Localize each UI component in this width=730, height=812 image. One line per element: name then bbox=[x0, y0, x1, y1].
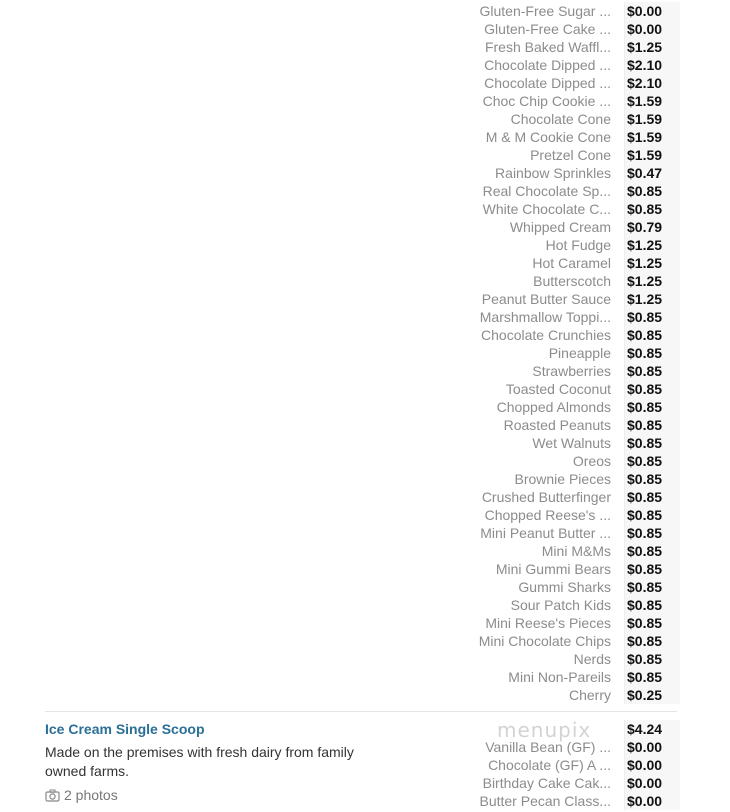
menu-item-row[interactable] bbox=[470, 146, 680, 164]
watermark: menupix bbox=[497, 718, 592, 742]
row-gap bbox=[611, 110, 624, 128]
menu-item-list bbox=[470, 2, 680, 704]
item-price: $0.85 bbox=[624, 326, 680, 344]
menu-item-row[interactable] bbox=[470, 38, 680, 56]
row-gap bbox=[611, 362, 624, 380]
item-price: $0.85 bbox=[624, 452, 680, 470]
item-price: $1.25 bbox=[624, 290, 680, 308]
item-price: $0.85 bbox=[624, 308, 680, 326]
item-name[interactable]: Crushed Butterfinger bbox=[481, 489, 611, 505]
menu-item-row[interactable] bbox=[470, 668, 680, 686]
menu-item-row[interactable] bbox=[470, 614, 680, 632]
item-price: $0.85 bbox=[624, 200, 680, 218]
item-price: $0.85 bbox=[624, 182, 680, 200]
item-price: $4.24 bbox=[624, 720, 680, 738]
item-name[interactable]: Oreos bbox=[572, 453, 611, 469]
item-price: $0.85 bbox=[624, 578, 680, 596]
menu-item-row[interactable] bbox=[470, 308, 680, 326]
row-gap bbox=[611, 774, 624, 792]
item-price: $0.85 bbox=[624, 488, 680, 506]
camera-icon bbox=[45, 789, 60, 802]
row-gap bbox=[611, 128, 624, 146]
item-price: $1.25 bbox=[624, 272, 680, 290]
item-name[interactable]: Mini Chocolate Chips bbox=[478, 633, 611, 649]
item-name[interactable]: Pretzel Cone bbox=[530, 147, 611, 163]
item-price: $1.25 bbox=[624, 38, 680, 56]
menu-item-row[interactable] bbox=[470, 110, 680, 128]
item-price: $0.85 bbox=[624, 650, 680, 668]
menu-item-row[interactable] bbox=[470, 560, 680, 578]
row-gap bbox=[611, 254, 624, 272]
row-gap bbox=[611, 452, 624, 470]
menu-item-row[interactable] bbox=[470, 128, 680, 146]
menu-item-row[interactable] bbox=[470, 720, 680, 738]
item-name[interactable]: Butter Pecan Class... bbox=[479, 793, 611, 809]
menu-item-row[interactable] bbox=[470, 20, 680, 38]
row-gap bbox=[611, 434, 624, 452]
item-name[interactable]: Rainbow Sprinkles bbox=[495, 165, 611, 181]
row-gap bbox=[611, 738, 624, 756]
item-name[interactable]: Nerds bbox=[573, 651, 611, 667]
section-divider bbox=[45, 711, 677, 712]
item-price: $1.59 bbox=[624, 128, 680, 146]
item-name[interactable]: Gluten-Free Cake ... bbox=[484, 21, 611, 37]
item-price: $0.47 bbox=[624, 164, 680, 182]
row-gap bbox=[611, 92, 624, 110]
menu-item-row[interactable] bbox=[470, 686, 680, 704]
menu-item-row[interactable] bbox=[470, 774, 680, 792]
photos-label[interactable]: 2 photos bbox=[64, 787, 118, 803]
menu-item-row[interactable] bbox=[470, 416, 680, 434]
row-gap bbox=[611, 792, 624, 810]
row-gap bbox=[611, 2, 624, 20]
menu-item-row[interactable] bbox=[470, 380, 680, 398]
row-gap bbox=[611, 236, 624, 254]
row-gap bbox=[611, 416, 624, 434]
menu-item-row[interactable] bbox=[470, 434, 680, 452]
item-price: $0.85 bbox=[624, 506, 680, 524]
item-price: $0.85 bbox=[624, 524, 680, 542]
item-price: $0.85 bbox=[624, 344, 680, 362]
menu-item-row[interactable] bbox=[470, 74, 680, 92]
menu-item-row[interactable] bbox=[470, 398, 680, 416]
item-name[interactable]: Roasted Peanuts bbox=[503, 417, 611, 433]
row-gap bbox=[611, 756, 624, 774]
menu-item-row[interactable] bbox=[470, 756, 680, 774]
menu-item-row[interactable] bbox=[470, 738, 680, 756]
row-gap bbox=[611, 344, 624, 362]
row-gap bbox=[611, 596, 624, 614]
item-price: $2.10 bbox=[624, 74, 680, 92]
menu-item-row[interactable] bbox=[470, 488, 680, 506]
row-gap bbox=[611, 614, 624, 632]
menu-item-row[interactable] bbox=[470, 470, 680, 488]
item-name[interactable]: Mini M&Ms bbox=[541, 543, 611, 559]
item-price: $0.25 bbox=[624, 686, 680, 704]
item-price: $0.85 bbox=[624, 470, 680, 488]
row-gap bbox=[611, 182, 624, 200]
menu-item-row[interactable] bbox=[470, 452, 680, 470]
menu-item-row[interactable] bbox=[470, 164, 680, 182]
item-price: $0.00 bbox=[624, 20, 680, 38]
item-name[interactable]: White Chocolate C... bbox=[482, 201, 611, 217]
row-gap bbox=[611, 632, 624, 650]
item-name[interactable] bbox=[470, 720, 611, 738]
row-gap bbox=[611, 578, 624, 596]
row-gap bbox=[611, 272, 624, 290]
item-price: $0.85 bbox=[624, 434, 680, 452]
item-price: $0.00 bbox=[624, 738, 680, 756]
menu-item-row[interactable] bbox=[470, 200, 680, 218]
menu-item-row[interactable] bbox=[470, 524, 680, 542]
item-name[interactable]: Chopped Almonds bbox=[496, 399, 611, 415]
row-gap bbox=[611, 488, 624, 506]
menu-item-row[interactable] bbox=[470, 56, 680, 74]
item-name[interactable]: Toasted Coconut bbox=[505, 381, 611, 397]
item-price: $0.85 bbox=[624, 398, 680, 416]
item-name[interactable]: Marshmallow Toppi... bbox=[479, 309, 611, 325]
item-price: $0.85 bbox=[624, 362, 680, 380]
item-name[interactable]: Strawberries bbox=[532, 363, 611, 379]
item-name[interactable]: Mini Reese's Pieces bbox=[485, 615, 611, 631]
item-name[interactable]: Gluten-Free Sugar ... bbox=[479, 3, 611, 19]
row-gap bbox=[611, 308, 624, 326]
item-price: $0.85 bbox=[624, 416, 680, 434]
item-price: $0.00 bbox=[624, 792, 680, 810]
row-gap bbox=[611, 290, 624, 308]
row-gap bbox=[611, 218, 624, 236]
menu-item-row[interactable] bbox=[470, 272, 680, 290]
row-gap bbox=[611, 668, 624, 686]
row-gap bbox=[611, 470, 624, 488]
photos-link[interactable] bbox=[45, 786, 118, 804]
item-price: $0.85 bbox=[624, 668, 680, 686]
item-name[interactable]: Fresh Baked Waffl... bbox=[484, 39, 611, 55]
row-gap bbox=[611, 56, 624, 74]
row-gap bbox=[611, 560, 624, 578]
item-name[interactable]: M & M Cookie Cone bbox=[485, 129, 611, 145]
item-name[interactable]: Hot Fudge bbox=[545, 237, 611, 253]
row-gap bbox=[611, 38, 624, 56]
menu-item-row[interactable] bbox=[470, 344, 680, 362]
item-price: $1.25 bbox=[624, 236, 680, 254]
item-name[interactable]: Mini Non-Pareils bbox=[508, 669, 611, 685]
item-price: $0.85 bbox=[624, 596, 680, 614]
item-name[interactable]: Real Chocolate Sp... bbox=[482, 183, 611, 199]
item-price: $0.85 bbox=[624, 560, 680, 578]
item-price: $0.79 bbox=[624, 218, 680, 236]
row-gap bbox=[611, 74, 624, 92]
row-gap bbox=[611, 200, 624, 218]
item-name[interactable]: Butterscotch bbox=[533, 273, 611, 289]
item-name[interactable]: Chocolate Crunchies bbox=[481, 327, 611, 343]
item-price: $0.85 bbox=[624, 542, 680, 560]
row-gap bbox=[611, 326, 624, 344]
menu-item-row[interactable] bbox=[470, 290, 680, 308]
row-gap bbox=[611, 164, 624, 182]
item-name[interactable]: Chocolate Dipped ... bbox=[484, 57, 611, 73]
menu-item-row[interactable] bbox=[470, 254, 680, 272]
item-name[interactable]: Cherry bbox=[568, 687, 611, 703]
item-name[interactable]: Peanut Butter Sauce bbox=[481, 291, 611, 307]
item-name[interactable]: Wet Walnuts bbox=[532, 435, 611, 451]
section-item-list bbox=[470, 720, 680, 810]
menu-item-row[interactable] bbox=[470, 632, 680, 650]
item-name[interactable]: Vanilla Bean (GF) ... bbox=[485, 739, 611, 755]
row-gap bbox=[611, 650, 624, 668]
menu-item-row[interactable] bbox=[470, 506, 680, 524]
item-price: $1.59 bbox=[624, 110, 680, 128]
item-name[interactable]: Hot Caramel bbox=[532, 255, 611, 271]
row-gap bbox=[611, 380, 624, 398]
row-gap bbox=[611, 686, 624, 704]
item-name[interactable]: Pineapple bbox=[548, 345, 611, 361]
menu-item-row[interactable] bbox=[470, 2, 680, 20]
menu-item-row[interactable] bbox=[470, 92, 680, 110]
item-name[interactable]: Mini Peanut Butter ... bbox=[480, 525, 611, 541]
item-name[interactable]: Chocolate (GF) A ... bbox=[488, 757, 611, 773]
item-name[interactable]: Whipped Cream bbox=[509, 219, 611, 235]
item-name[interactable]: Sour Patch Kids bbox=[510, 597, 611, 613]
menu-item-row[interactable] bbox=[470, 326, 680, 344]
row-gap bbox=[611, 542, 624, 560]
section-title[interactable]: Ice Cream Single Scoop bbox=[45, 721, 205, 737]
row-gap bbox=[611, 398, 624, 416]
row-gap bbox=[611, 506, 624, 524]
item-name[interactable]: Chopped Reese's ... bbox=[484, 507, 611, 523]
item-price: $0.00 bbox=[624, 774, 680, 792]
section-description: Made on the premises with fresh dairy from family owned farms. bbox=[45, 744, 354, 779]
menu-item-row[interactable] bbox=[470, 596, 680, 614]
item-name[interactable]: Mini Gummi Bears bbox=[495, 561, 611, 577]
row-gap bbox=[611, 20, 624, 38]
item-price: $0.85 bbox=[624, 380, 680, 398]
item-name[interactable]: Brownie Pieces bbox=[514, 471, 611, 487]
row-gap bbox=[611, 524, 624, 542]
row-gap bbox=[611, 146, 624, 164]
item-price: $0.00 bbox=[624, 2, 680, 20]
item-price: $0.00 bbox=[624, 756, 680, 774]
item-name[interactable]: Choc Chip Cookie ... bbox=[482, 93, 611, 109]
menu-item-row[interactable] bbox=[470, 182, 680, 200]
item-price: $1.25 bbox=[624, 254, 680, 272]
item-name[interactable]: Birthday Cake Cak... bbox=[482, 775, 611, 791]
menu-item-row[interactable] bbox=[470, 236, 680, 254]
menu-item-row[interactable] bbox=[470, 542, 680, 560]
menu-item-row[interactable] bbox=[470, 578, 680, 596]
row-gap bbox=[611, 720, 624, 738]
item-price: $0.85 bbox=[624, 614, 680, 632]
item-name[interactable]: Chocolate Dipped ... bbox=[484, 75, 611, 91]
menu-item-row[interactable] bbox=[470, 218, 680, 236]
item-price: $0.85 bbox=[624, 632, 680, 650]
item-price: $1.59 bbox=[624, 92, 680, 110]
menu-item-row[interactable] bbox=[470, 792, 680, 810]
menu-item-row[interactable] bbox=[470, 362, 680, 380]
menu-item-row[interactable] bbox=[470, 650, 680, 668]
item-name[interactable]: Gummi Sharks bbox=[518, 579, 611, 595]
item-price: $1.59 bbox=[624, 146, 680, 164]
item-name[interactable]: Chocolate Cone bbox=[510, 111, 611, 127]
item-price: $2.10 bbox=[624, 56, 680, 74]
